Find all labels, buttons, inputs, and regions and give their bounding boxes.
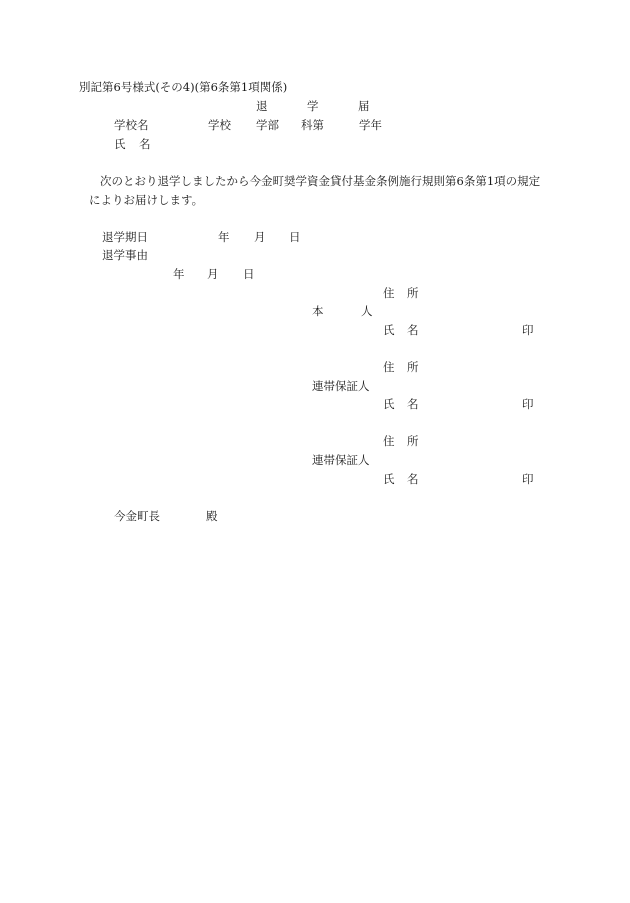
submit-date-day: 日 <box>243 267 255 281</box>
guarantor1-address-label-2: 所 <box>407 360 419 374</box>
addressee-name: 今金町長 <box>114 509 160 523</box>
withdrawal-date-day: 日 <box>289 230 301 244</box>
principal-address-label-2: 所 <box>407 286 419 300</box>
guarantor2-name-label-1: 氏 <box>383 472 395 486</box>
withdrawal-reason-label: 退学事由 <box>102 248 148 262</box>
principal-role-1: 本 <box>312 304 324 318</box>
title-char-2: 学 <box>307 99 319 113</box>
faculty-label: 学部 <box>256 118 279 132</box>
withdrawal-date-year: 年 <box>218 230 230 244</box>
submit-date-year: 年 <box>173 267 185 281</box>
department-label: 科第 <box>301 118 324 132</box>
guarantor2-seal: 印 <box>522 472 534 486</box>
guarantor1-address-label-1: 住 <box>383 360 395 374</box>
submit-date-month: 月 <box>207 267 219 281</box>
guarantor1-seal: 印 <box>522 397 534 411</box>
guarantor1-name-label-1: 氏 <box>383 397 395 411</box>
form-header: 別記第6号様式(その4)(第6条第1項関係) <box>79 80 288 94</box>
school-label: 学校 <box>208 118 231 132</box>
school-name-label: 学校名 <box>114 118 149 132</box>
withdrawal-date-month: 月 <box>254 230 266 244</box>
principal-address-label-1: 住 <box>383 286 395 300</box>
body-text-line-2: によりお届けします。 <box>89 193 204 207</box>
year-label: 学年 <box>359 118 382 132</box>
principal-role-2: 人 <box>361 304 373 318</box>
student-name-label-2: 名 <box>139 137 151 151</box>
guarantor2-address-label-1: 住 <box>383 434 395 448</box>
student-name-label-1: 氏 <box>114 137 126 151</box>
addressee-honorific: 殿 <box>206 509 218 523</box>
body-text-line-1: 次のとおり退学しましたから今金町奨学資金貸付基金条例施行規則第6条第1項の規定 <box>100 174 541 188</box>
principal-name-label-1: 氏 <box>383 323 395 337</box>
guarantor2-address-label-2: 所 <box>407 434 419 448</box>
title-char-1: 退 <box>256 99 268 113</box>
title-char-3: 届 <box>358 99 370 113</box>
guarantor1-name-label-2: 名 <box>407 397 419 411</box>
withdrawal-date-label: 退学期日 <box>102 230 148 244</box>
principal-name-label-2: 名 <box>407 323 419 337</box>
guarantor1-role: 連帯保証人 <box>312 379 370 393</box>
guarantor2-role: 連帯保証人 <box>312 453 370 467</box>
guarantor2-name-label-2: 名 <box>407 472 419 486</box>
principal-seal: 印 <box>522 323 534 337</box>
